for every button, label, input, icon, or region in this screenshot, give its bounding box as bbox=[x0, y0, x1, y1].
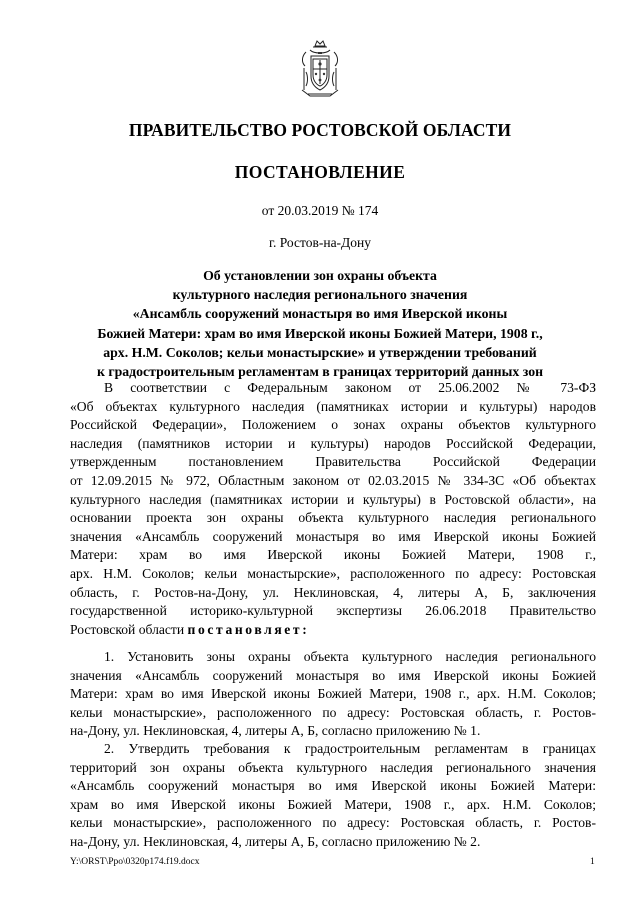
text-line: от 12.09.2015 № 972, Областным законом от 02.03.2015 № 334-ЗС «Об объектах bbox=[70, 472, 596, 488]
closing-text: Ростовской области bbox=[70, 621, 188, 637]
document-title bbox=[60, 266, 580, 381]
text-line: В соответствии с Федеральным законом от 25.06.2002 № 73-ФЗ bbox=[104, 380, 596, 395]
government-name: ПРАВИТЕЛЬСТВО РОСТОВСКОЙ ОБЛАСТИ bbox=[128, 120, 512, 140]
item-2-paragraph bbox=[70, 740, 596, 852]
text-line: основании проекта зон охраны объекта культурного наследия регионального bbox=[70, 510, 596, 526]
text-line: Матери: храм во имя Иверской иконы Божией Матери, 1908 г., арх. Н.М. Соколов; bbox=[70, 686, 596, 702]
text-line: культурного наследия (памятниках истории и культуры) в Ростовской области», на bbox=[70, 491, 596, 507]
title-line: культурного наследия регионального значения bbox=[172, 287, 468, 303]
text-line: Матери: храм во имя Иверской иконы Божией Матери, 1908 г., bbox=[70, 547, 596, 563]
title-line: арх. Н.М. Соколов; кельи монастырские» и утверждении требований bbox=[103, 344, 537, 360]
text-line: арх. Н.М. Соколов; кельи монастырские», расположенного по адресу: Ростовская bbox=[70, 565, 596, 581]
title-line: Об установлении зон охраны объекта bbox=[203, 268, 437, 283]
text-line: 2. Утвердить требования к градостроительным регламентам в границах bbox=[104, 741, 596, 756]
document-type: ПОСТАНОВЛЕНИЕ bbox=[234, 162, 406, 182]
document-city: г. Ростов-на-Дону bbox=[268, 235, 371, 250]
text-line: Российской Федерации», Положением о зонах охраны объектов культурного bbox=[70, 417, 596, 433]
item-1-paragraph bbox=[70, 648, 596, 741]
footer-file-path: Y:\ORST\Ppo\0320p174.f19.docx bbox=[70, 857, 200, 867]
text-line: утвержденным постановлением Правительства Российской Федерации bbox=[70, 454, 596, 470]
title-line: Божией Матери: храм во имя Иверской иконы Божией Матери, 1908 г., bbox=[97, 325, 543, 341]
text-line: храм во имя Иверской иконы Божией Матери, 1908 г., арх. Н.М. Соколов; bbox=[70, 796, 596, 812]
text-line: кельи монастырские», расположенного по адресу: Ростовская область, г. Ростов- bbox=[70, 704, 596, 720]
coat-of-arms-emblem bbox=[296, 38, 344, 100]
text-line: значения «Ансамбль сооружений монастыря во имя Иверской иконы Божией bbox=[70, 667, 596, 683]
text-line: государственной историко-культурной экспертизы 26.06.2018 Правительство bbox=[70, 603, 596, 619]
text-line: область, г. Ростов-на-Дону, ул. Неклиновская, 4, литеры А, Б, заключения bbox=[70, 584, 596, 600]
text-line: «Об объектах культурного наследия (памятниках истории и культуры) народов bbox=[70, 398, 596, 414]
text-line: на-Дону, ул. Неклиновская, 4, литеры А, Б, согласно приложению № 2. bbox=[70, 833, 481, 849]
text-line: наследия (памятников истории и культуры) народов Российской Федерации, bbox=[70, 435, 596, 451]
title-line: «Ансамбль сооружений монастыря во имя Иверской иконы bbox=[132, 306, 508, 322]
text-line: кельи монастырские», расположенного по адресу: Ростовская область, г. Ростов- bbox=[70, 815, 596, 831]
text-line: территорий зон охраны объекта культурного наследия регионального значения bbox=[70, 759, 596, 775]
document-date-number: от 20.03.2019 № 174 bbox=[261, 203, 379, 218]
text-line: 1. Установить зоны охраны объекта культурного наследия регионального bbox=[104, 649, 596, 664]
preamble-paragraph bbox=[70, 379, 596, 639]
text-line: на-Дону, ул. Неклиновская, 4, литеры А, Б, согласно приложению № 1. bbox=[70, 723, 481, 739]
closing-line bbox=[70, 621, 596, 640]
text-line: «Ансамбль сооружений монастыря во имя Иверской иконы Божией Матери: bbox=[70, 778, 596, 794]
resolves-verb: постановляет: bbox=[187, 621, 310, 637]
text-line: значения «Ансамбль сооружений монастыря во имя Иверской иконы Божией bbox=[70, 528, 596, 544]
page-number: 1 bbox=[590, 857, 595, 867]
title-line: к градостроительным регламентам в границах территорий данных зон bbox=[96, 364, 544, 380]
